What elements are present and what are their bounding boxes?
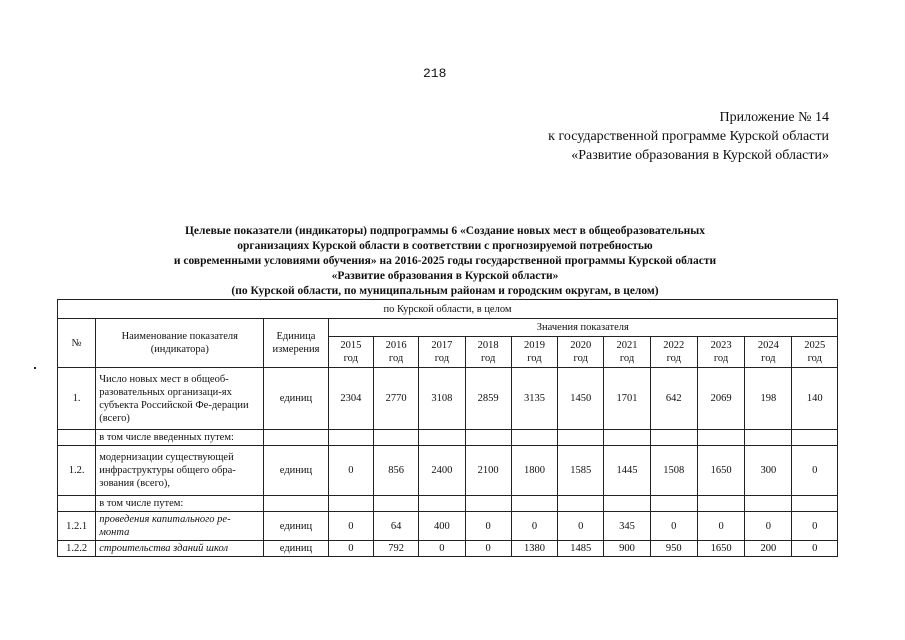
year-header-2024 <box>745 337 792 368</box>
header-number: № <box>58 319 96 368</box>
value-cell: 642 <box>650 368 697 430</box>
year-value: 2015 <box>340 340 362 351</box>
value-cell <box>745 430 792 446</box>
value-cell <box>792 496 838 512</box>
value-cell <box>604 496 650 512</box>
value-cell: 950 <box>650 541 697 557</box>
year-value: 2019 <box>523 340 545 351</box>
value-cell <box>792 430 838 446</box>
region-caption: по Курской области, в целом <box>58 300 838 319</box>
year-suffix: год <box>434 353 450 364</box>
value-cell: 0 <box>328 512 373 541</box>
value-cell: 0 <box>650 512 697 541</box>
scan-dot <box>34 367 36 369</box>
year-header-2018 <box>465 337 511 368</box>
table-row <box>58 368 838 430</box>
table-row <box>58 430 838 446</box>
row-number: 1.2.2 <box>58 541 96 557</box>
value-cell: 1650 <box>697 446 744 496</box>
value-cell: 2304 <box>328 368 373 430</box>
value-cell: 1650 <box>697 541 744 557</box>
page-number: 218 <box>423 66 447 81</box>
value-cell <box>511 496 557 512</box>
year-value: 2020 <box>570 340 592 351</box>
value-cell: 0 <box>328 446 373 496</box>
value-cell: 3135 <box>511 368 557 430</box>
value-cell <box>604 430 650 446</box>
year-value: 2021 <box>616 340 638 351</box>
value-cell <box>697 496 744 512</box>
title-line-4: «Развитие образования в Курской области» <box>331 270 559 282</box>
value-cell: 2859 <box>465 368 511 430</box>
value-cell: 1800 <box>511 446 557 496</box>
value-cell: 2069 <box>697 368 744 430</box>
year-suffix: год <box>480 353 496 364</box>
value-cell: 1380 <box>511 541 557 557</box>
unit-cell: единиц <box>264 512 328 541</box>
value-cell <box>419 496 465 512</box>
year-value: 2018 <box>477 340 499 351</box>
year-header-2020 <box>558 337 604 368</box>
year-header-2022 <box>650 337 697 368</box>
value-cell: 0 <box>419 541 465 557</box>
value-cell: 2770 <box>373 368 418 430</box>
table-row <box>58 446 838 496</box>
header-values: Значения показателя <box>328 319 837 337</box>
value-cell: 2400 <box>419 446 465 496</box>
value-cell <box>650 430 697 446</box>
year-header-2016 <box>373 337 418 368</box>
year-suffix: год <box>343 353 358 364</box>
row-number <box>58 430 96 446</box>
year-suffix: год <box>619 353 635 364</box>
appendix-line-3: «Развитие образования в Курской области» <box>571 148 829 163</box>
year-header-2015 <box>328 337 373 368</box>
header-unit: Единица измерения <box>264 319 328 368</box>
year-value: 2025 <box>804 340 826 351</box>
value-cell: 0 <box>792 541 838 557</box>
value-cell <box>511 430 557 446</box>
year-value: 2023 <box>710 340 732 351</box>
value-cell: 1445 <box>604 446 650 496</box>
unit-cell: единиц <box>264 541 328 557</box>
row-number: 1.2.1 <box>58 512 96 541</box>
value-cell: 1485 <box>558 541 604 557</box>
indicator-name: Число новых мест в общеоб-разовательных организаци-ях субъекта Российской Фе-дерации (всего) <box>96 368 264 430</box>
value-cell: 1508 <box>650 446 697 496</box>
value-cell <box>650 496 697 512</box>
year-header-2023 <box>697 337 744 368</box>
value-cell: 0 <box>465 512 511 541</box>
row-number: 1.2. <box>58 446 96 496</box>
indicator-name: строительства зданий школ <box>96 541 264 557</box>
value-cell: 200 <box>745 541 792 557</box>
row-number <box>58 496 96 512</box>
value-cell: 400 <box>419 512 465 541</box>
year-header-2021 <box>604 337 650 368</box>
year-header-2017 <box>419 337 465 368</box>
value-cell: 0 <box>792 446 838 496</box>
appendix-line-1: Приложение № 14 <box>719 110 829 125</box>
title-line-1: Целевые показатели (индикаторы) подпрограммы 6 «Создание новых мест в общеобразовательных <box>184 225 706 237</box>
value-cell: 300 <box>745 446 792 496</box>
row-number: 1. <box>58 368 96 430</box>
value-cell: 1585 <box>558 446 604 496</box>
table-body <box>58 368 838 557</box>
value-cell: 140 <box>792 368 838 430</box>
year-suffix: год <box>807 353 822 364</box>
table-row <box>58 541 838 557</box>
value-cell: 856 <box>373 446 418 496</box>
year-suffix: год <box>527 353 542 364</box>
value-cell <box>745 496 792 512</box>
title-line-2: организациях Курской области в соответствии с прогнозируемой потребностью <box>237 240 653 252</box>
indicator-name: в том числе путем: <box>96 496 264 512</box>
appendix-heading <box>548 108 829 165</box>
year-suffix: год <box>388 353 404 364</box>
value-cell: 792 <box>373 541 418 557</box>
value-cell <box>558 496 604 512</box>
value-cell: 0 <box>558 512 604 541</box>
title-line-5: (по Курской области, по муниципальным районам и городским округам, в целом) <box>231 285 659 297</box>
year-value: 2024 <box>757 340 779 351</box>
year-value: 2022 <box>663 340 685 351</box>
unit-cell <box>264 496 328 512</box>
indicator-name: модернизации существующей инфраструктуры общего обра-зования (всего), <box>96 446 264 496</box>
value-cell: 0 <box>697 512 744 541</box>
indicators-table <box>57 299 838 557</box>
title-line-3: и современными условиями обучения» на 2016-2025 годы государственной программы Курской области <box>173 255 717 267</box>
table-head <box>58 300 838 368</box>
value-cell <box>558 430 604 446</box>
value-cell: 0 <box>465 541 511 557</box>
value-cell <box>465 430 511 446</box>
value-cell: 900 <box>604 541 650 557</box>
value-cell: 198 <box>745 368 792 430</box>
document-title <box>120 224 770 299</box>
value-cell: 0 <box>745 512 792 541</box>
value-cell <box>328 496 373 512</box>
value-cell <box>373 430 418 446</box>
value-cell: 1450 <box>558 368 604 430</box>
value-cell: 0 <box>792 512 838 541</box>
value-cell <box>697 430 744 446</box>
unit-cell: единиц <box>264 368 328 430</box>
indicator-name: в том числе введенных путем: <box>96 430 264 446</box>
indicator-name: проведения капитального ре-монта <box>96 512 264 541</box>
year-suffix: год <box>666 353 681 364</box>
value-cell: 0 <box>511 512 557 541</box>
year-header-2025 <box>792 337 838 368</box>
year-suffix: год <box>761 353 776 364</box>
unit-cell: единиц <box>264 446 328 496</box>
appendix-line-2: к государственной программе Курской области <box>548 129 829 144</box>
unit-cell <box>264 430 328 446</box>
value-cell: 64 <box>373 512 418 541</box>
value-cell <box>328 430 373 446</box>
value-cell: 0 <box>328 541 373 557</box>
year-value: 2017 <box>431 340 453 351</box>
value-cell <box>373 496 418 512</box>
value-cell: 2100 <box>465 446 511 496</box>
table-row <box>58 512 838 541</box>
value-cell <box>419 430 465 446</box>
year-header-2019 <box>511 337 557 368</box>
value-cell: 1701 <box>604 368 650 430</box>
value-cell: 345 <box>604 512 650 541</box>
year-value: 2016 <box>385 340 407 351</box>
value-cell: 3108 <box>419 368 465 430</box>
year-suffix: год <box>573 353 588 364</box>
value-cell <box>465 496 511 512</box>
header-indicator-name: Наименование показателя (индикатора) <box>96 319 264 368</box>
year-suffix: год <box>713 353 729 364</box>
table-row <box>58 496 838 512</box>
